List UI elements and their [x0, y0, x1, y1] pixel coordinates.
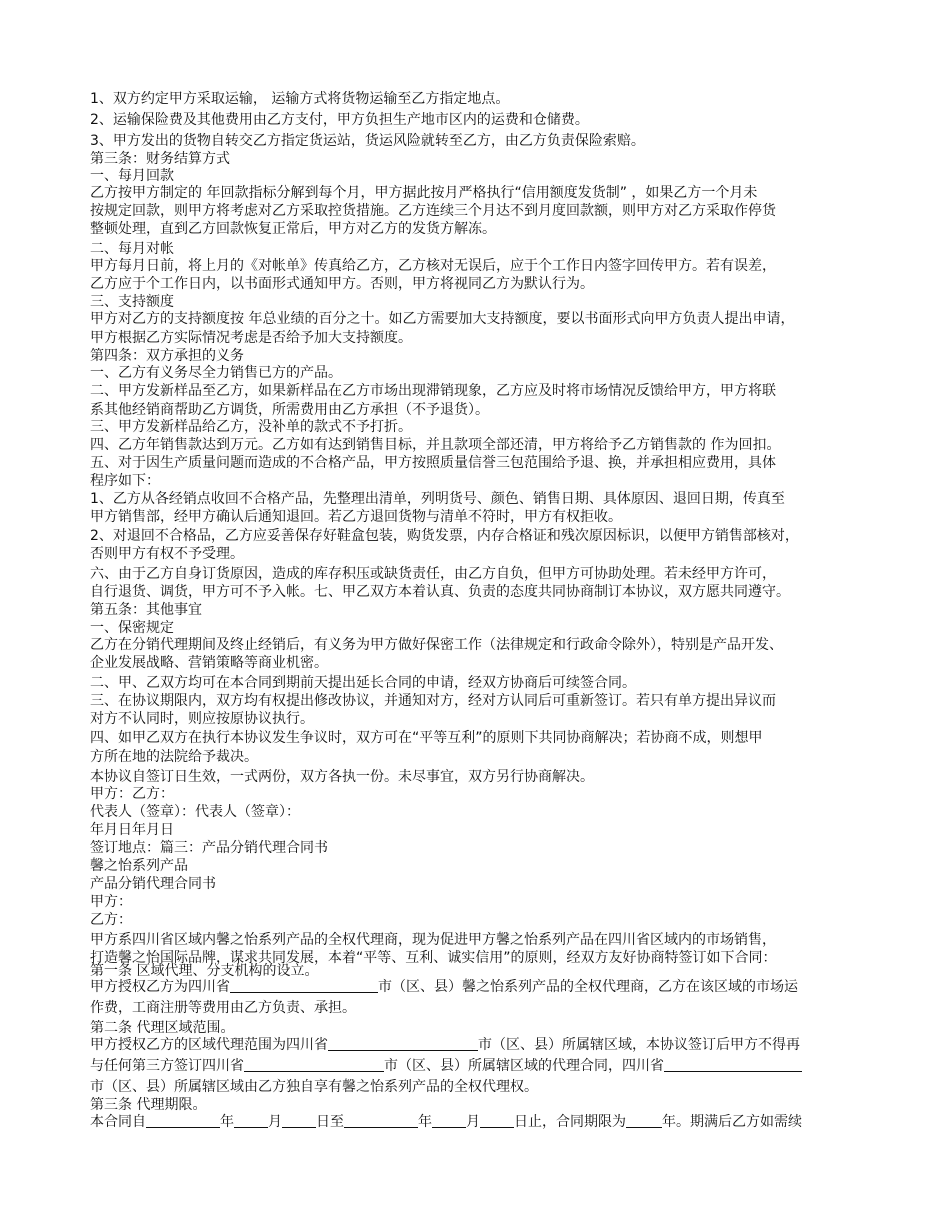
text-line: 打造馨之怡国际品牌，谋求共同发展，本着“平等、互利、诚实信用”的原则，经双方友好协商特签订如下合同： — [90, 950, 777, 966]
range-line-3 — [90, 1078, 538, 1096]
text-line: 第三条：财务结算方式 — [90, 151, 230, 167]
text-line: 第四条：双方承担的义务 — [90, 348, 244, 364]
range-text-c: 与任何第三方签订四川省 — [90, 1058, 244, 1074]
end-day-blank[interactable] — [480, 1113, 514, 1128]
text-line: 系其他经销商帮助乙方调货，所需费用由乙方承担（不予退货）。 — [90, 402, 489, 418]
range-line-1 — [90, 1036, 800, 1054]
text-line: 自行退货、调货，甲方可不予入帐。七、甲乙双方本着认真、负责的态度共同协商制订本协议，双方愿共同遵守。 — [90, 584, 790, 600]
text-line: 三、支持额度 — [90, 294, 174, 310]
text-line: 二、每月对帐 — [90, 241, 174, 257]
text-line: 二、甲、乙双方均可在本合同到期前天提出延长合同的申请，经双方协商后可续签合同。 — [90, 675, 636, 691]
text-line: 按规定回款，则甲方将考虑对乙方采取控货措施。乙方连续三个月达不到月度回款额，则甲方对乙方采取作停货 — [90, 203, 776, 219]
end-month-blank[interactable] — [432, 1113, 466, 1128]
text-line: 代表人（签章）：代表人（签章）： — [90, 804, 300, 820]
text-line: 六、由于乙方自身订货原因，造成的库存积压或缺货责任，由乙方自负，但甲方可协助处理。若未经甲方许可， — [90, 566, 776, 582]
duration-years-blank[interactable] — [626, 1113, 662, 1128]
text-line: 三、在协议期限内，双方均有权提出修改协议，并通知对方，经对方认同后可重新签订。若只有单方提出异议而 — [90, 693, 776, 709]
term-end-year-label: 年 — [418, 1114, 432, 1130]
text-line: 乙方按甲方制定的 年回款指标分解到每个月，甲方据此按月严格执行“信用额度发货制” ，如果乙方一个月未 — [90, 185, 758, 201]
text-line: 2、对退回不合格品，乙方应妥善保存好鞋盒包装，购货发票，内存合格证和残次原因标识，以便甲方销售部核对， — [90, 528, 799, 544]
text-line: 甲方系四川省区域内馨之怡系列产品的全权代理商，现为促进甲方馨之怡系列产品在四川省区域内的市场销售， — [90, 932, 776, 948]
text-line: 2、运输保险费及其他费用由乙方支付，甲方负担生产地市区内的运费和仓储费。 — [90, 112, 589, 128]
range-city-blank-2[interactable] — [244, 1057, 384, 1072]
text-line: 甲方：乙方： — [90, 786, 174, 802]
end-year-blank[interactable] — [344, 1113, 418, 1128]
text-line: 甲方对乙方的支持额度按 年总业绩的百分之十。如乙方需要加大支持额度，要以书面形式向甲方负责人提出申请， — [90, 311, 795, 327]
text-line: 一、乙方有义务尽全力销售已方的产品。 — [90, 365, 342, 381]
text-line: 签订地点：篇三：产品分销代理合同书 — [90, 840, 328, 856]
term-tail-text: 年。期满后乙方如需续 — [662, 1114, 802, 1130]
text-line: 本协议自签订日生效，一式两份，双方各执一份。未尽事宜，双方另行协商解决。 — [90, 769, 594, 785]
text-line: 甲方： — [90, 894, 132, 910]
text-line: 甲方每月日前，将上月的《对帐单》传真给乙方，乙方核对无误后，应于个工作日内签字回传甲方。若有误差， — [90, 258, 776, 274]
text-line: 乙方在分销代理期间及终止经销后，有义务为甲方做好保密工作（法律规定和行政命令除外），特别是产品开发、 — [90, 637, 783, 653]
text-line: 否则甲方有权不予受理。 — [90, 546, 244, 562]
text-line: 1、双方约定甲方采取运输， 运输方式将货物运输至乙方指定地点。 — [90, 91, 510, 107]
term-day-to-label: 日至 — [316, 1114, 344, 1130]
province-city-blank[interactable] — [230, 978, 378, 993]
grant-text-c: 作费，工商注册等费用由乙方负责、承担。 — [90, 1000, 356, 1016]
start-year-blank[interactable] — [146, 1113, 220, 1128]
article-3-title: 第三条 代理期限。 — [90, 1097, 207, 1113]
text-line: 程序如下： — [90, 473, 160, 489]
range-text-a: 甲方授权乙方的区域代理范围为四川省 — [90, 1037, 328, 1053]
range-text-d: 市（区、县）所属辖区域的代理合同，四川省 — [384, 1058, 664, 1074]
grant-text-a: 甲方授权乙方为四川省 — [90, 979, 230, 995]
text-line: 馨之怡系列产品 — [90, 858, 188, 874]
term-end-month-label: 月 — [466, 1114, 480, 1130]
text-line: 1、乙方从各经销点收回不合格产品，先整理出清单，列明货号、颜色、销售日期、具体原因、退回日期，传真至 — [90, 491, 785, 507]
range-text-e: 市（区、县）所属辖区域由乙方独自享有馨之怡系列产品的全权代理权。 — [90, 1079, 538, 1095]
term-line — [90, 1113, 802, 1131]
text-line: 第一条 区域代理、分支机构的设立。 — [90, 963, 319, 979]
term-month-label: 月 — [268, 1114, 282, 1130]
text-line: 3、甲方发出的货物自转交乙方指定货运站，货运风险就转至乙方，由乙方负责保险索赔。 — [90, 133, 645, 149]
range-text-b: 市（区、县）所属辖区域，本协议签订后甲方不得再 — [478, 1037, 800, 1053]
text-line: 乙方应于个工作日内，以书面形式通知甲方。否则，甲方将视同乙方为默认行为。 — [90, 276, 594, 292]
text-line: 一、每月回款 — [90, 168, 174, 184]
grant-text-b: 市（区、县）馨之怡系列产品的全权代理商，乙方在该区域的市场运 — [378, 979, 798, 995]
grant-line-1 — [90, 978, 798, 996]
term-text-start: 本合同自 — [90, 1114, 146, 1130]
text-line: 产品分销代理合同书 — [90, 876, 216, 892]
text-line: 四、如甲乙双方在执行本协议发生争议时，双方可在“平等互利”的原则下共同协商解决；若协商不成，则想甲 — [90, 730, 763, 746]
text-line: 方所在地的法院给予裁决。 — [90, 749, 258, 765]
start-month-blank[interactable] — [234, 1113, 268, 1128]
start-day-blank[interactable] — [282, 1113, 316, 1128]
text-line: 四、乙方年销售款达到万元。乙方如有达到销售目标，并且款项全部还清，甲方将给予乙方销售款的 作为回扣。 — [90, 437, 781, 453]
text-line: 企业发展战略、营销策略等商业机密。 — [90, 655, 328, 671]
term-day-end-label: 日止，合同期限为 — [514, 1114, 626, 1130]
text-line: 第五条：其他事宜 — [90, 602, 202, 618]
text-line: 对方不认同时，则应按原协议执行。 — [90, 711, 314, 727]
text-line: 甲方根据乙方实际情况考虑是否给予加大支持额度。 — [90, 330, 412, 346]
text-line: 乙方： — [90, 912, 132, 928]
text-line: 年月日年月日 — [90, 822, 174, 838]
term-year-label: 年 — [220, 1114, 234, 1130]
text-line: 三、甲方发新样品给乙方，没补单的款式不予打折。 — [90, 419, 412, 435]
range-line-2 — [90, 1057, 802, 1075]
article-2-heading — [90, 1019, 234, 1037]
grant-line-2 — [90, 999, 356, 1017]
text-line: 甲方销售部，经甲方确认后通知退回。若乙方退回货物与清单不符时，甲方有权拒收。 — [90, 509, 622, 525]
article-2-title: 第二条 代理区域范围。 — [90, 1020, 235, 1036]
article-3-heading — [90, 1096, 206, 1114]
text-line: 整顿处理，直到乙方回款恢复正常后，甲方对乙方的发货方解冻。 — [90, 221, 496, 237]
text-line: 五、对于因生产质量问题而造成的不合格产品，甲方按照质量信誉三包范围给予退、换，并承担相应费用，具体 — [90, 455, 776, 471]
text-line: 一、保密规定 — [90, 620, 174, 636]
text-line: 二、甲方发新样品至乙方，如果新样品在乙方市场出现滞销现象，乙方应及时将市场情况反馈给甲方，甲方将联 — [90, 383, 776, 399]
range-city-blank-1[interactable] — [328, 1036, 478, 1051]
range-city-blank-3[interactable] — [664, 1057, 802, 1072]
